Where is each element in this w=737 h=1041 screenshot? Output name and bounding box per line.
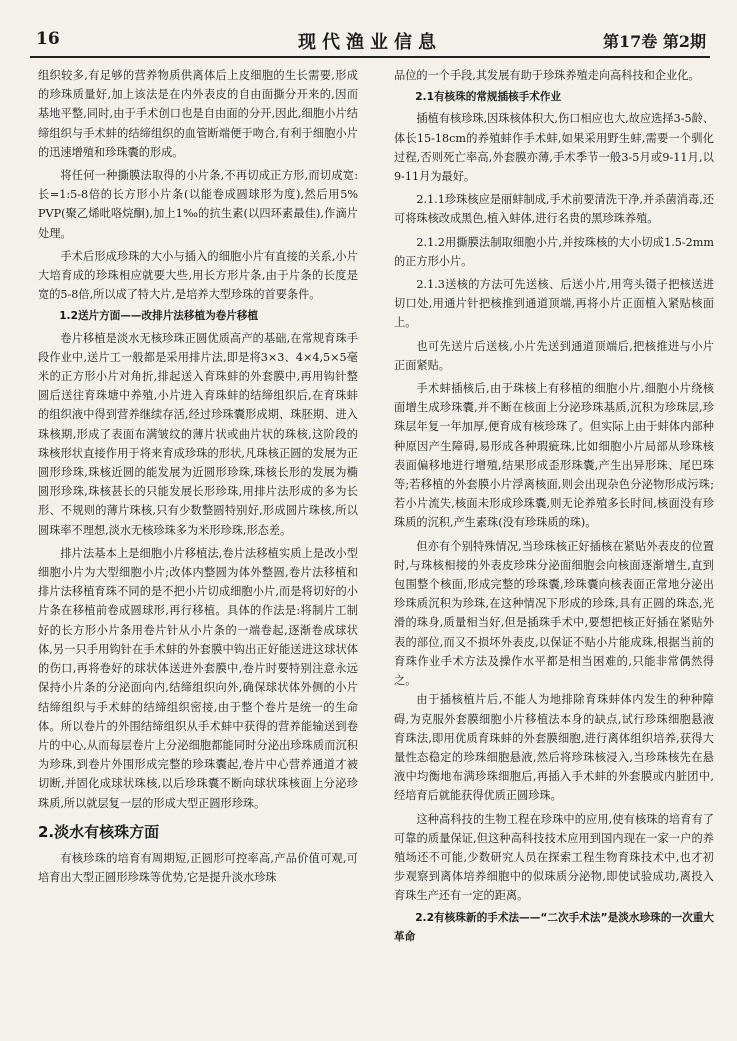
- section-heading: 2.淡水有核珠方面: [38, 822, 160, 841]
- right-column: [394, 66, 714, 949]
- subsection-heading: 2.1有核珠的常规插核手术作业: [415, 91, 562, 104]
- paragraph: 这种高科技的生物工程在珍珠中的应用,使有核珠的培育有了可靠的质量保证,但这种高科技技术应用到国内现在一家一户的养殖场还不可能,少数研究人员在探索工程生物育珠技术中,也才初步观察到离体培养细胞中的似珠质分泌物,即使试验成功,离投入育珠生产还有一定的距离。: [394, 812, 714, 903]
- paragraph: 手术后形成珍珠的大小与插入的细胞小片有直接的关系,小片大培育成的珍珠相应就要大些,用长方形片条,由于片条的长度是宽的5-8倍,所以成了特大片,是培养大型珍珠的首要条件。: [38, 249, 358, 302]
- paragraph: 品位的一个手段,其发展有助于珍珠养殖走向高科技和企业化。: [394, 69, 700, 82]
- running-header: [30, 26, 710, 58]
- paragraph: 排片法基本上是细胞小片移植法,卷片法移植实质上是改小型细胞小片为大型细胞小片;改体内整圆为体外整圆,卷片法移植和排片法移植育珠不同的是不把小片切成细胞小片,而是将切好的小片条在移植前卷成圆球形,再行移植。具体的作法是:将制片工制好的长方形小片条用卷片针从小片条的一端卷起,逐渐卷成球状体,另一只手用钩针在手术蚌的外套膜中钩出正好能送进这球状体的伤口,再将卷好的球状体送进外套膜中,卷片时要特别注意永远保持小片条的分泌面向内,结缔组织向外,确保球状体外侧的小片结缔组织与手术蚌的结缔组织密接,由于整个卷片是统一的生命体。所以卷片的外围结缔组织从手术蚌中获得的营养能输送到卷片的中心,从而每层卷片上分泌细胞都能同时分泌出珍珠质而沉积为珍珠,到卷片外围形成完整的珍珠囊起,卷片中心营养通道才被切断,并固化成球状珠核,以后珍珠囊不断向球状珠核面上分泌珍珠质,所以就层复一层的形成大型正圆形珍珠。: [38, 546, 358, 810]
- volume-issue: 第17卷 第2期: [603, 32, 706, 51]
- paragraph: 手术蚌插核后,由于珠核上有移植的细胞小片,细胞小片绕核面增生成珍珠囊,并不断在核面上分泌珍珠基质,沉积为珍珠层,珍珠层年复一年加厚,便育成有核珍珠了。但实际上由于蚌体内部种种原因产生障碍,易形成各种瑕疵珠,比如细胞小片局部从珍珠核表面偏移地进行增殖,结果形成歪形珠囊,产生出异形珠、尾巴珠等;若移植的外套膜小片浮离核面,则会出现杂色分泌物形成污珠;若小片流失,核面未形成珍珠囊,则无论养殖多长时间,核面没有珍珠质的沉积,产生素珠(没有珍珠质的珠)。: [394, 382, 714, 530]
- paragraph: 组织较多,有足够的营养物质供离体后上皮细胞的生长需要,形成的珍珠质量好,加上该法是在内外表皮的自由面撕分开来的,因而基地平整,同时,由于手术创口也是自由面的分开,因此,细胞小片结缔组织与手术蚌的结缔组织的血管断端便于吻合,有利于细胞小片的迅速增殖和珍珠囊的形成。: [38, 69, 358, 159]
- paragraph: 2.1.2用撕膜法制取细胞小片,并按珠核的大小切成1.5-2mm的正方形小片。: [394, 235, 714, 268]
- left-column: [38, 66, 358, 887]
- paragraph: 2.1.3送核的方法可先送核、后送小片,用弯头镊子把核送进切口处,用通片针把核推到通道顶端,再将小片正面植入紧贴核面上。: [394, 278, 714, 330]
- paragraph: 但亦有个别特殊情况,当珍珠核正好插核在紧贴外表皮的位置时,与珠核相接的外表皮珍珠分泌面细胞会向核面逐渐增生,直到包围整个核面,形成完整的珍珠囊,珍珠囊向核表面正常地分泌出珍珠质沉积为珍珠,在这种情况下形成的珍珠,具有正圆的珠态,光滑的珠身,质量相当好,但是插珠手术中,要想把核正好插在紧贴外表的部位,而又不损坏外表皮,以保证不贴小片能成珠,根据当前的育珠作业手术方法及操作水平都是相当困难的,只能非常偶然得之。: [394, 539, 714, 688]
- paragraph: 由于插核植片后,不能人为地排除育珠蚌体内发生的种种障碍,为克服外套膜细胞小片移植法本身的缺点,试行珍珠细胞悬液育珠法,即用优质育珠蚌的外套膜细胞,进行离体组织培养,获得大量性态稳定的珍珠细胞悬液,然后将珍珠核浸入,当珍珠核先在悬液中均衡地布满珍珠细胞后,再插入手术蚌的外套膜或内脏团中,经培育后就能获得优质正圆珍珠。: [394, 693, 714, 803]
- paragraph: 也可先送片后送核,小片先送到通道顶端后,把核推进与小片正面紧贴。: [394, 339, 714, 372]
- paragraph: 有核珍珠的培育有周期短,正圆形可控率高,产品价值可观,可培育出大型正圆形珍珠等优势,它是提升淡水珍珠: [38, 851, 358, 884]
- subsection-heading: 1.2送片方面——改排片法移植为卷片移植: [59, 310, 259, 323]
- journal-title: 现代渔业信息: [298, 32, 442, 53]
- paragraph: 插植有核珍珠,因珠核体积大,伤口相应也大,故应选择3-5龄、体长15-18cm的养殖蚌作手术蚌,如果采用野生蚌,需要一个驯化过程,否则死亡率高,外套膜亦薄,手术季节一般3-5月或9-11月,以9-11月为最好。: [394, 112, 714, 184]
- paragraph: 将任何一种撕膜法取得的小片条,不再切成正方形,而切成宽:长=1:5-8倍的长方形小片条(以能卷成圆球形为度),然后用5% PVP(聚乙烯吡咯烷酮),加上1‰的抗生素(以四环素最佳),作滴片处理。: [38, 169, 358, 240]
- subsection-heading: 2.2有核珠新的手术法——“二次手术法”是淡水珍珠的一次重大革命: [394, 911, 714, 943]
- page-number: 16: [36, 29, 60, 49]
- paragraph: 卷片移植是淡水无核珍珠正圆优质高产的基础,在常规育珠手段作业中,送片工一般都是采用排片法,即是将3×3、4×4,5×5毫米的正方形小片对角折,排起送入育珠蚌的外套膜中,再用钩针整圆后送往育珠塘中养殖,小片进入育珠蚌的结缔组织后,在育珠蚌的组织液中得到营养继续存活,经过珍珠囊形成期、珠胚期、进入珠核期,形成了表面布满皱纹的薄片状或曲片状的珠核,这阶段的珠核形状直接作用于将来育成珍珠的形状,凡珠核正圆的发展为正圆形珍珠,珠核近圆的能发展为近圆形珍珠,珠核长形的发展为椭圆形珍珠,珠核甚长的只能发展长形珍珠,用排片法形成的多为长形、不规则的薄片珠核,只有少数整圆特别好,形成圆片珠核,所以圆珠率不理想,淡水无核珍珠多为米形珍珠,形态差。: [38, 331, 358, 537]
- paragraph: 2.1.1珍珠核应是丽蚌制成,手术前要清洗干净,并杀菌消毒,还可将珠核改成黑色,植入蚌体,进行名贵的黑珍珠养殖。: [394, 193, 714, 226]
